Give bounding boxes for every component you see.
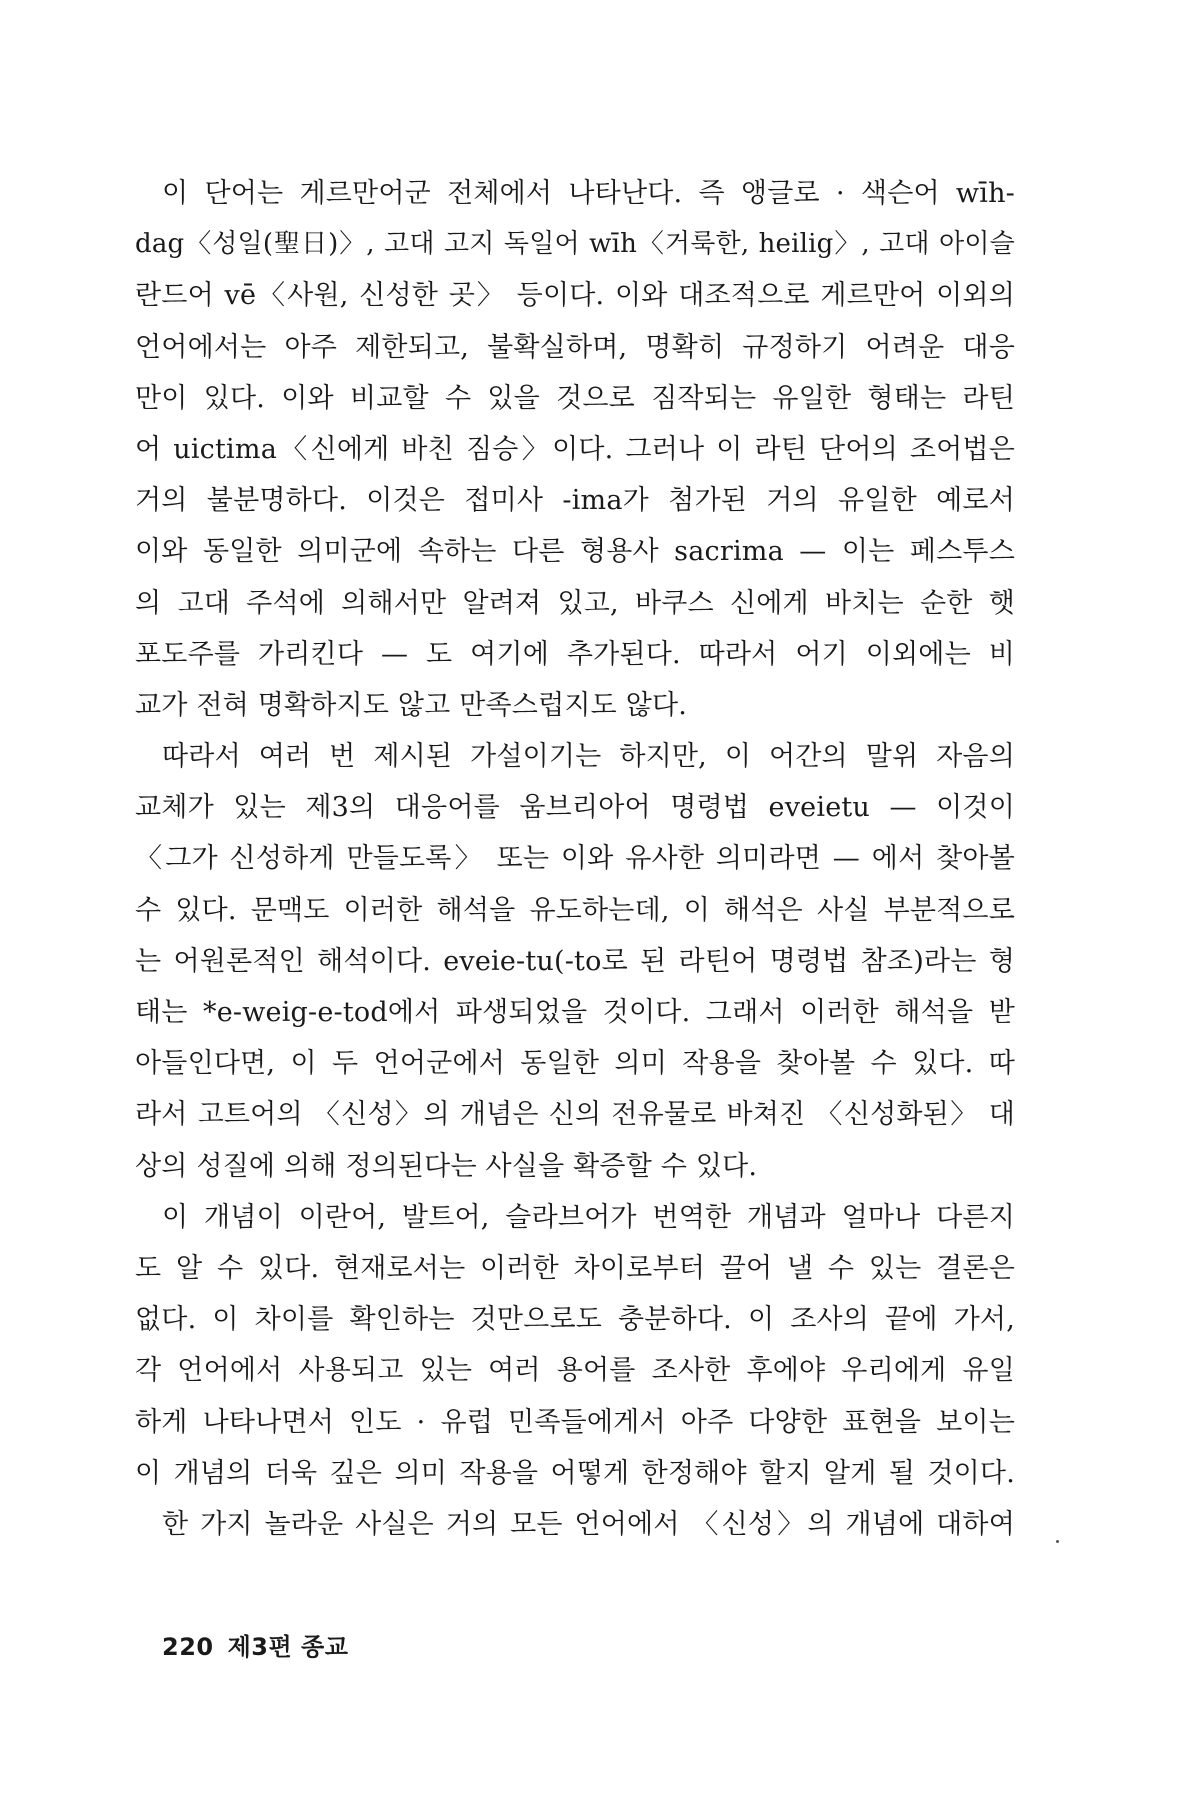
text-line: 아들인다면, 이 두 언어군에서 동일한 의미 작용을 찾아볼 수 있다. 따 — [135, 1048, 1015, 1080]
text-line: 〈그가 신성하게 만들도록〉 또는 이와 유사한 의미라면 — 에서 찾아볼 — [135, 843, 1015, 875]
text-line: 이와 동일한 의미군에 속하는 다른 형용사 sacrima — 이는 페스투스 — [135, 536, 1015, 568]
section-title: 제3편 종교 — [227, 1633, 349, 1661]
text-line: 상의 성질에 의해 정의된다는 사실을 확증할 수 있다. — [135, 1150, 758, 1182]
text-line: 태는 *e-weig-e-tod에서 파생되었을 것이다. 그래서 이러한 해석을 받 — [135, 997, 1015, 1028]
text-line: 만이 있다. 이와 비교할 수 있을 것으로 짐작되는 유일한 형태는 라틴 — [135, 382, 1015, 414]
text-line: 이 단어는 게르만어군 전체에서 나타난다. 즉 앵글로 · 색슨어 wīh- — [162, 178, 1015, 209]
text-line: 교체가 있는 제3의 대응어를 움브리아어 명령법 eveietu — 이것이 — [135, 792, 1015, 824]
text-line: 의 고대 주석에 의해서만 알려져 있고, 바쿠스 신에게 바치는 순한 햇 — [135, 587, 1015, 619]
text-line: 없다. 이 차이를 확인하는 것만으로도 충분하다. 이 조사의 끝에 가서, — [135, 1304, 1015, 1336]
body-text — [135, 168, 1015, 1550]
text-line: 따라서 여러 번 제시된 가설이기는 하지만, 이 어간의 말위 자음의 — [162, 741, 1015, 773]
text-line: 란드어 vē〈사원, 신성한 곳〉 등이다. 이와 대조적으로 게르만어 이외의 — [135, 280, 1015, 312]
text-line: 하게 나타나면서 인도 · 유럽 민족들에게서 아주 다양한 표현을 보이는 — [135, 1406, 1015, 1438]
text-line: 이 개념의 더욱 깊은 의미 작용을 어떻게 한정해야 할지 알게 될 것이다. — [135, 1457, 1015, 1489]
text-line: 어 uictima〈신에게 바친 짐승〉이다. 그러나 이 라틴 단어의 조어법은 — [135, 433, 1015, 465]
text-line: 각 언어에서 사용되고 있는 여러 용어를 조사한 후에야 우리에게 유일 — [135, 1355, 1015, 1387]
text-line: 한 가지 놀라운 사실은 거의 모든 언어에서 〈신성〉의 개념에 대하여 — [162, 1508, 1015, 1540]
text-line: 언어에서는 아주 제한되고, 불확실하며, 명확히 규정하기 어려운 대응 — [135, 331, 1015, 363]
text-line: 포도주를 가리킨다 — 도 여기에 추가된다. 따라서 어기 이외에는 비 — [135, 638, 1015, 670]
text-line: 거의 불분명하다. 이것은 접미사 -ima가 첨가된 거의 유일한 예로서 — [135, 485, 1015, 517]
page-footer — [162, 1627, 362, 1662]
text-line: 교가 전혀 명확하지도 않고 만족스럽지도 않다. — [135, 689, 688, 721]
text-line: dag〈성일(聖日)〉, 고대 고지 독일어 wīh〈거룩한, heilig〉, 고대 아이슬 — [135, 229, 1015, 260]
text-line: 라서 고트어의 〈신성〉의 개념은 신의 전유물로 바쳐진 〈신성화된〉 대 — [135, 1099, 1015, 1131]
page-number: 220 — [162, 1633, 214, 1661]
text-line: 이 개념이 이란어, 발트어, 슬라브어가 번역한 개념과 얼마나 다른지 — [162, 1201, 1015, 1233]
text-line: 도 알 수 있다. 현재로서는 이러한 차이로부터 끌어 낼 수 있는 결론은 — [135, 1252, 1015, 1284]
text-line: 는 어원론적인 해석이다. eveie-tu(-to로 된 라틴어 명령법 참조)라는 형 — [135, 945, 1015, 977]
scan-speck — [1056, 1540, 1059, 1543]
text-line: 수 있다. 문맥도 이러한 해석을 유도하는데, 이 해석은 사실 부분적으로 — [135, 894, 1015, 926]
